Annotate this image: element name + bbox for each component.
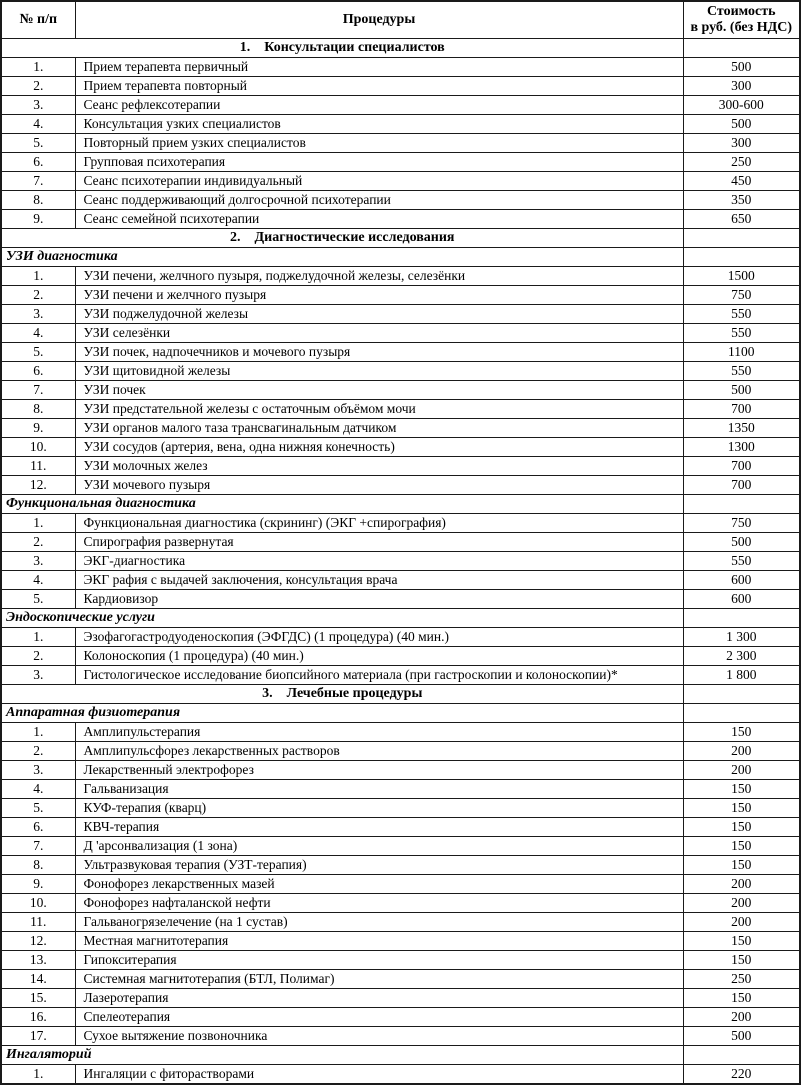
table-row: [1, 134, 800, 153]
table-row: [1, 875, 800, 894]
row-number-cell: 1.: [1, 1065, 75, 1085]
subsection-title: Аппаратная физиотерапия: [1, 704, 683, 723]
procedure-cell: Групповая психотерапия: [75, 153, 683, 172]
section-number: 3.: [262, 686, 273, 702]
procedure-cell: Консультация узких специалистов: [75, 115, 683, 134]
header-procedures-column: Процедуры: [75, 1, 683, 39]
subsection-row: [1, 704, 800, 723]
table-row: [1, 305, 800, 324]
header-cost-line1: Стоимость: [706, 3, 776, 19]
subsection-title: Ингаляторий: [1, 1046, 683, 1065]
cost-cell: 1 300: [683, 628, 800, 647]
table-row: [1, 153, 800, 172]
header-number-column: № п/п: [1, 1, 75, 39]
procedure-cell: ЭКГ рафия с выдачей заключения, консультация врача: [75, 571, 683, 590]
cost-cell: 550: [683, 305, 800, 324]
row-number-cell: 1.: [1, 514, 75, 533]
cost-cell: 500: [683, 533, 800, 552]
procedure-cell: Амплипульстерапия: [75, 723, 683, 742]
procedure-cell: Гистологическое исследование биопсийного материала (при гастроскопии и колоноскопии)*: [75, 666, 683, 685]
table-row: [1, 590, 800, 609]
row-number-cell: 11.: [1, 913, 75, 932]
row-number-cell: 5.: [1, 343, 75, 362]
procedure-cell: УЗИ сосудов (артерия, вена, одна нижняя конечность): [75, 438, 683, 457]
row-number-cell: 17.: [1, 1027, 75, 1046]
table-row: [1, 571, 800, 590]
procedure-cell: Сеанс семейной психотерапии: [75, 210, 683, 229]
empty-cost-cell: [683, 39, 800, 58]
procedure-cell: УЗИ мочевого пузыря: [75, 476, 683, 495]
table-row: [1, 115, 800, 134]
table-row: [1, 476, 800, 495]
row-number-cell: 4.: [1, 571, 75, 590]
procedure-cell: Спирография развернутая: [75, 533, 683, 552]
table-row: [1, 837, 800, 856]
row-number-cell: 7.: [1, 837, 75, 856]
procedure-cell: УЗИ щитовидной железы: [75, 362, 683, 381]
row-number-cell: 4.: [1, 780, 75, 799]
row-number-cell: 3.: [1, 761, 75, 780]
table-row: [1, 723, 800, 742]
procedure-cell: КУФ-терапия (кварц): [75, 799, 683, 818]
procedure-cell: УЗИ молочных желез: [75, 457, 683, 476]
cost-cell: 200: [683, 1008, 800, 1027]
cost-cell: 750: [683, 286, 800, 305]
cost-cell: 700: [683, 476, 800, 495]
cost-cell: 300: [683, 134, 800, 153]
table-row: [1, 191, 800, 210]
table-row: [1, 780, 800, 799]
row-number-cell: 4.: [1, 324, 75, 343]
row-number-cell: 3.: [1, 96, 75, 115]
cost-cell: 200: [683, 761, 800, 780]
subsection-title: Функциональная диагностика: [1, 495, 683, 514]
cost-cell: 2 300: [683, 647, 800, 666]
procedure-cell: Колоноскопия (1 процедура) (40 мин.): [75, 647, 683, 666]
procedure-cell: Спелеотерапия: [75, 1008, 683, 1027]
section-header-row: [1, 229, 800, 248]
procedure-cell: Гипокситерапия: [75, 951, 683, 970]
row-number-cell: 2.: [1, 286, 75, 305]
table-row: [1, 96, 800, 115]
row-number-cell: 9.: [1, 419, 75, 438]
cost-cell: 200: [683, 894, 800, 913]
procedure-cell: Прием терапевта повторный: [75, 77, 683, 96]
procedure-cell: Функциональная диагностика (скрининг) (ЭКГ +спирография): [75, 514, 683, 533]
row-number-cell: 6.: [1, 362, 75, 381]
table-row: [1, 970, 800, 989]
table-row: [1, 647, 800, 666]
procedure-cell: Эзофагогастродуоденоскопия (ЭФГДС) (1 процедура) (40 мин.): [75, 628, 683, 647]
section-label: Диагностические исследования: [254, 230, 455, 246]
table-row: [1, 818, 800, 837]
table-row: [1, 381, 800, 400]
row-number-cell: 13.: [1, 951, 75, 970]
row-number-cell: 2.: [1, 533, 75, 552]
cost-cell: 550: [683, 362, 800, 381]
cost-cell: 150: [683, 856, 800, 875]
row-number-cell: 9.: [1, 875, 75, 894]
row-number-cell: 5.: [1, 590, 75, 609]
empty-cost-cell: [683, 609, 800, 628]
cost-cell: 1 800: [683, 666, 800, 685]
row-number-cell: 3.: [1, 666, 75, 685]
cost-cell: 200: [683, 875, 800, 894]
cost-cell: 600: [683, 590, 800, 609]
cost-cell: 500: [683, 381, 800, 400]
header-cost-column: [683, 1, 800, 39]
cost-cell: 150: [683, 932, 800, 951]
section-header-row: [1, 685, 800, 704]
procedure-cell: Фонофорез нафталанской нефти: [75, 894, 683, 913]
procedure-cell: УЗИ поджелудочной железы: [75, 305, 683, 324]
cost-cell: 250: [683, 153, 800, 172]
table-body: [1, 39, 800, 1085]
table-row: [1, 552, 800, 571]
table-row: [1, 514, 800, 533]
row-number-cell: 12.: [1, 932, 75, 951]
header-cost-line2: в руб. (без НДС): [690, 20, 793, 35]
procedure-cell: Сухое вытяжение позвоночника: [75, 1027, 683, 1046]
row-number-cell: 2.: [1, 742, 75, 761]
cost-cell: 150: [683, 780, 800, 799]
row-number-cell: 1.: [1, 628, 75, 647]
section-title: [1, 685, 683, 704]
cost-cell: 650: [683, 210, 800, 229]
table-row: [1, 210, 800, 229]
table-header-row: [1, 1, 800, 39]
table-row: [1, 1008, 800, 1027]
cost-cell: 550: [683, 552, 800, 571]
row-number-cell: 2.: [1, 77, 75, 96]
procedure-cell: Д 'арсонвализация (1 зона): [75, 837, 683, 856]
procedure-cell: Гальванизация: [75, 780, 683, 799]
cost-cell: 300-600: [683, 96, 800, 115]
row-number-cell: 16.: [1, 1008, 75, 1027]
procedure-cell: Фонофорез лекарственных мазей: [75, 875, 683, 894]
section-number: 2.: [230, 230, 241, 246]
table-row: [1, 286, 800, 305]
cost-cell: 150: [683, 989, 800, 1008]
empty-cost-cell: [683, 685, 800, 704]
table-row: [1, 951, 800, 970]
table-row: [1, 438, 800, 457]
table-row: [1, 362, 800, 381]
cost-cell: 220: [683, 1065, 800, 1085]
section-label: Лечебные процедуры: [286, 686, 423, 702]
row-number-cell: 1.: [1, 267, 75, 286]
cost-cell: 1100: [683, 343, 800, 362]
subsection-title: УЗИ диагностика: [1, 248, 683, 267]
row-number-cell: 2.: [1, 647, 75, 666]
subsection-row: [1, 609, 800, 628]
empty-cost-cell: [683, 248, 800, 267]
table-row: [1, 58, 800, 77]
procedure-cell: УЗИ печени, желчного пузыря, поджелудочной железы, селезёнки: [75, 267, 683, 286]
procedure-cell: УЗИ почек: [75, 381, 683, 400]
subsection-row: [1, 495, 800, 514]
table-row: [1, 457, 800, 476]
subsection-title: Эндоскопические услуги: [1, 609, 683, 628]
row-number-cell: 6.: [1, 818, 75, 837]
procedure-cell: Местная магнитотерапия: [75, 932, 683, 951]
table-row: [1, 989, 800, 1008]
section-label: Консультации специалистов: [264, 40, 445, 56]
procedure-cell: УЗИ селезёнки: [75, 324, 683, 343]
empty-cost-cell: [683, 495, 800, 514]
table-row: [1, 894, 800, 913]
row-number-cell: 4.: [1, 115, 75, 134]
subsection-row: [1, 1046, 800, 1065]
procedure-cell: Кардиовизор: [75, 590, 683, 609]
table-row: [1, 172, 800, 191]
row-number-cell: 8.: [1, 191, 75, 210]
row-number-cell: 8.: [1, 856, 75, 875]
table-row: [1, 77, 800, 96]
procedure-cell: Амплипульсфорез лекарственных растворов: [75, 742, 683, 761]
row-number-cell: 10.: [1, 438, 75, 457]
cost-cell: 200: [683, 742, 800, 761]
row-number-cell: 7.: [1, 172, 75, 191]
empty-cost-cell: [683, 229, 800, 248]
procedure-cell: КВЧ-терапия: [75, 818, 683, 837]
section-header-row: [1, 39, 800, 58]
row-number-cell: 11.: [1, 457, 75, 476]
cost-cell: 700: [683, 457, 800, 476]
row-number-cell: 5.: [1, 134, 75, 153]
procedure-cell: УЗИ органов малого таза трансвагинальным датчиком: [75, 419, 683, 438]
table-row: [1, 324, 800, 343]
cost-cell: 150: [683, 799, 800, 818]
procedure-cell: Лазеротерапия: [75, 989, 683, 1008]
procedure-cell: Ингаляции с фиторастворами: [75, 1065, 683, 1085]
cost-cell: 750: [683, 514, 800, 533]
cost-cell: 600: [683, 571, 800, 590]
table-row: [1, 628, 800, 647]
empty-cost-cell: [683, 704, 800, 723]
procedure-cell: Повторный прием узких специалистов: [75, 134, 683, 153]
table-row: [1, 1065, 800, 1085]
row-number-cell: 8.: [1, 400, 75, 419]
table-row: [1, 666, 800, 685]
table-row: [1, 761, 800, 780]
table-row: [1, 856, 800, 875]
cost-cell: 550: [683, 324, 800, 343]
table-row: [1, 913, 800, 932]
table-row: [1, 932, 800, 951]
procedure-cell: ЭКГ-диагностика: [75, 552, 683, 571]
row-number-cell: 12.: [1, 476, 75, 495]
cost-cell: 150: [683, 837, 800, 856]
cost-cell: 350: [683, 191, 800, 210]
table-row: [1, 799, 800, 818]
table-row: [1, 343, 800, 362]
table-row: [1, 267, 800, 286]
procedure-cell: УЗИ предстательной железы с остаточным объёмом мочи: [75, 400, 683, 419]
table-row: [1, 1027, 800, 1046]
procedure-cell: Гальваногрязелечение (на 1 сустав): [75, 913, 683, 932]
section-number: 1.: [239, 40, 251, 56]
row-number-cell: 1.: [1, 58, 75, 77]
section-title: [1, 229, 683, 248]
cost-cell: 150: [683, 723, 800, 742]
table-row: [1, 742, 800, 761]
table-row: [1, 419, 800, 438]
procedure-cell: Системная магнитотерапия (БТЛ, Полимаг): [75, 970, 683, 989]
cost-cell: 250: [683, 970, 800, 989]
procedure-cell: Сеанс поддерживающий долгосрочной психотерапии: [75, 191, 683, 210]
row-number-cell: 5.: [1, 799, 75, 818]
procedure-cell: Ультразвуковая терапия (УЗТ-терапия): [75, 856, 683, 875]
row-number-cell: 10.: [1, 894, 75, 913]
row-number-cell: 1.: [1, 723, 75, 742]
cost-cell: 150: [683, 951, 800, 970]
row-number-cell: 9.: [1, 210, 75, 229]
row-number-cell: 6.: [1, 153, 75, 172]
cost-cell: 1350: [683, 419, 800, 438]
row-number-cell: 7.: [1, 381, 75, 400]
empty-cost-cell: [683, 1046, 800, 1065]
cost-cell: 200: [683, 913, 800, 932]
cost-cell: 500: [683, 115, 800, 134]
cost-cell: 500: [683, 1027, 800, 1046]
procedure-cell: Сеанс рефлексотерапии: [75, 96, 683, 115]
table-row: [1, 533, 800, 552]
row-number-cell: 3.: [1, 552, 75, 571]
procedure-cell: УЗИ почек, надпочечников и мочевого пузыря: [75, 343, 683, 362]
row-number-cell: 3.: [1, 305, 75, 324]
procedure-cell: УЗИ печени и желчного пузыря: [75, 286, 683, 305]
row-number-cell: 14.: [1, 970, 75, 989]
subsection-row: [1, 248, 800, 267]
procedure-cell: Сеанс психотерапии индивидуальный: [75, 172, 683, 191]
procedure-cell: Прием терапевта первичный: [75, 58, 683, 77]
cost-cell: 450: [683, 172, 800, 191]
cost-cell: 300: [683, 77, 800, 96]
cost-cell: 1300: [683, 438, 800, 457]
row-number-cell: 15.: [1, 989, 75, 1008]
section-title: [1, 39, 683, 58]
cost-cell: 700: [683, 400, 800, 419]
procedure-cell: Лекарственный электрофорез: [75, 761, 683, 780]
cost-cell: 500: [683, 58, 800, 77]
cost-cell: 150: [683, 818, 800, 837]
cost-cell: 1500: [683, 267, 800, 286]
table-row: [1, 400, 800, 419]
